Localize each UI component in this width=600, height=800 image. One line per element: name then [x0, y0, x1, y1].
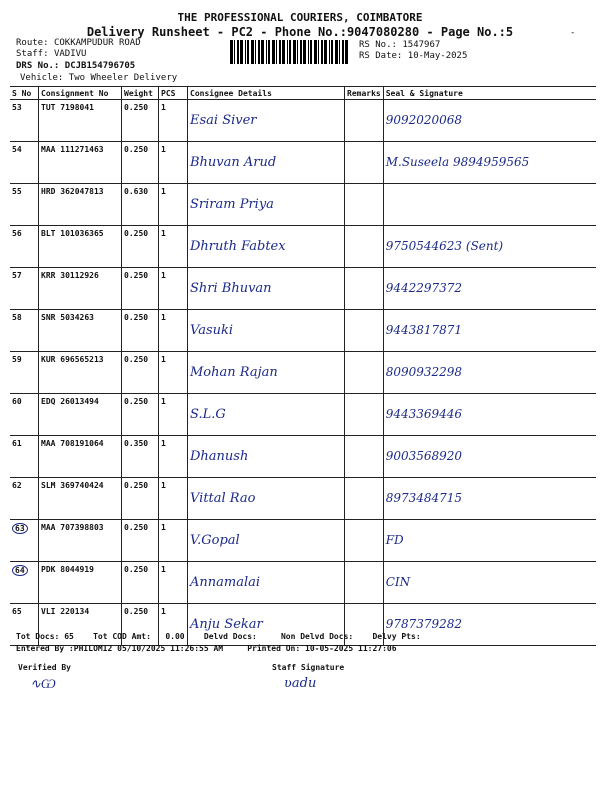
staff-value: VADIVU — [53, 49, 87, 59]
sno-cell: 60 — [10, 394, 39, 436]
runsheet-subtitle: Delivery Runsheet - PC2 - Phone No.:9047080280 - Page No.:5 — [86, 25, 514, 39]
consignee-cell: Shri Bhuvan — [188, 268, 345, 310]
col-weight: Weight — [122, 87, 159, 100]
pcs-cell: 1 — [159, 310, 188, 352]
consignee-cell: Anju Sekar — [188, 604, 345, 646]
table-row — [10, 184, 596, 226]
weight-cell: 0.250 — [122, 352, 159, 394]
consignee-cell: V.Gopal — [188, 520, 345, 562]
verified-by-label: Verified By — [18, 663, 71, 672]
tot-cod-value: 0.00 — [165, 632, 185, 641]
pcs-cell: 1 — [159, 100, 188, 142]
seal-cell: FD — [383, 520, 596, 562]
seal-cell: 9443817871 — [383, 310, 596, 352]
weight-cell: 0.250 — [122, 226, 159, 268]
runsheet-table — [10, 86, 596, 646]
table-row — [10, 100, 596, 142]
consignment-cell: SLM 369740424 — [39, 478, 122, 520]
consignee-cell: Sriram Priya — [188, 184, 345, 226]
consignment-cell: SNR 5034263 — [39, 310, 122, 352]
remarks-cell — [345, 142, 384, 184]
weight-cell: 0.250 — [122, 478, 159, 520]
entered-line — [16, 644, 397, 653]
table-row — [10, 520, 596, 562]
consignee-cell: Mohan Rajan — [188, 352, 345, 394]
pcs-cell: 1 — [159, 226, 188, 268]
entered-value: PHILOMI2 05/10/2025 11:26:55 AM — [73, 644, 224, 653]
sno-cell: 57 — [10, 268, 39, 310]
table-row — [10, 394, 596, 436]
consignment-cell: MAA 708191064 — [39, 436, 122, 478]
tot-docs-label: Tot Docs: — [16, 632, 60, 641]
seal-cell: 9003568920 — [383, 436, 596, 478]
remarks-cell — [345, 100, 384, 142]
consignment-cell: KUR 696565213 — [39, 352, 122, 394]
consignment-cell: KRR 30112926 — [39, 268, 122, 310]
company-title: THE PROFESSIONAL COURIERS, COIMBATORE — [177, 11, 423, 24]
consignment-cell: HRD 362047813 — [39, 184, 122, 226]
route-line — [16, 38, 141, 48]
staff-label: Staff: — [16, 49, 49, 59]
consignment-cell: BLT 101036365 — [39, 226, 122, 268]
sno-cell: 53 — [10, 100, 39, 142]
entered-label: Entered By : — [16, 644, 74, 653]
remarks-cell — [345, 310, 384, 352]
weight-cell: 0.250 — [122, 394, 159, 436]
staff-line — [16, 49, 86, 59]
weight-cell: 0.250 — [122, 520, 159, 562]
totals-line — [16, 632, 421, 641]
tot-docs-value: 65 — [64, 632, 74, 641]
table-header-row — [10, 87, 596, 100]
seal-cell: CIN — [383, 562, 596, 604]
staff-signature-label: Staff Signature — [272, 663, 345, 672]
consignment-cell: MAA 707398803 — [39, 520, 122, 562]
rs-no-label: RS No.: — [359, 40, 397, 50]
weight-cell: 0.250 — [122, 142, 159, 184]
consignee-cell: S.L.G — [188, 394, 345, 436]
seal-cell: 9750544623 (Sent) — [383, 226, 596, 268]
consignment-cell: PDK 8044919 — [39, 562, 122, 604]
vehicle-label: Vehicle: — [20, 73, 64, 83]
col-consignee: Consignee Details — [188, 87, 345, 100]
remarks-cell — [345, 226, 384, 268]
sno-cell: 61 — [10, 436, 39, 478]
pcs-cell: 1 — [159, 184, 188, 226]
col-consignment: Consignment No — [39, 87, 122, 100]
col-pcs: PCS — [159, 87, 188, 100]
route-label: Route: — [16, 38, 49, 48]
remarks-cell — [345, 436, 384, 478]
table-row — [10, 142, 596, 184]
weight-cell: 0.250 — [122, 268, 159, 310]
pcs-cell: 1 — [159, 268, 188, 310]
remarks-cell — [345, 478, 384, 520]
weight-cell: 0.250 — [122, 562, 159, 604]
vehicle-line — [20, 73, 177, 83]
table-row — [10, 436, 596, 478]
remarks-cell — [345, 520, 384, 562]
corner-mark: - — [570, 28, 576, 38]
sno-cell: 56 — [10, 226, 39, 268]
consignment-cell: EDQ 26013494 — [39, 394, 122, 436]
weight-cell: 0.630 — [122, 184, 159, 226]
col-remarks: Remarks — [345, 87, 384, 100]
remarks-cell — [345, 268, 384, 310]
delvd-docs-label: Delvd Docs: — [203, 632, 257, 641]
non-delvd-docs-label: Non Delvd Docs: — [280, 632, 354, 641]
consignment-cell: TUT 7198041 — [39, 100, 122, 142]
pcs-cell: 1 — [159, 352, 188, 394]
sno-cell: 54 — [10, 142, 39, 184]
seal-cell — [383, 184, 596, 226]
sno-cell: 62 — [10, 478, 39, 520]
consignment-cell: MAA 111271463 — [39, 142, 122, 184]
staff-signature: ʋadu — [284, 676, 317, 691]
rs-date-value: 10-May-2025 — [407, 51, 468, 61]
seal-cell: 9443369446 — [383, 394, 596, 436]
seal-cell: 9787379282 — [383, 604, 596, 646]
pcs-cell: 1 — [159, 604, 188, 646]
consignment-cell: VLI 220134 — [39, 604, 122, 646]
printed-value: 10-05-2025 11:27:06 — [305, 644, 397, 653]
verified-signature: ∿Ѡ — [30, 677, 56, 692]
remarks-cell — [345, 352, 384, 394]
pcs-cell: 1 — [159, 436, 188, 478]
sno-cell: 65 — [10, 604, 39, 646]
consignee-cell: Dhruth Fabtex — [188, 226, 345, 268]
drs-line — [16, 61, 135, 71]
delvy-pts-label: Delvy Pts: — [372, 632, 421, 641]
weight-cell: 0.350 — [122, 436, 159, 478]
vehicle-value: Two Wheeler Delivery — [68, 73, 178, 83]
sno-cell: 58 — [10, 310, 39, 352]
seal-cell: M.Suseela 9894959565 — [383, 142, 596, 184]
remarks-cell — [345, 562, 384, 604]
pcs-cell: 1 — [159, 394, 188, 436]
weight-cell: 0.250 — [122, 604, 159, 646]
sno-cell: 64 — [10, 562, 39, 604]
consignee-cell: Vittal Rao — [188, 478, 345, 520]
table-row — [10, 562, 596, 604]
rs-no-line — [359, 40, 440, 50]
sno-cell: 63 — [10, 520, 39, 562]
pcs-cell: 1 — [159, 520, 188, 562]
col-seal: Seal & Signature — [383, 87, 596, 100]
table-row — [10, 478, 596, 520]
drs-value: DCJB154796705 — [64, 61, 136, 71]
tot-cod-label: Tot COD Amt: — [93, 632, 151, 641]
sno-cell: 59 — [10, 352, 39, 394]
col-sno: S No — [10, 87, 39, 100]
consignee-cell: Vasuki — [188, 310, 345, 352]
barcode-image — [230, 40, 352, 64]
sno-cell: 55 — [10, 184, 39, 226]
weight-cell: 0.250 — [122, 310, 159, 352]
weight-cell: 0.250 — [122, 100, 159, 142]
table-row — [10, 268, 596, 310]
printed-label: Printed On: — [247, 644, 301, 653]
rs-date-line — [359, 51, 467, 61]
remarks-cell — [345, 394, 384, 436]
drs-label: DRS No.: — [16, 61, 60, 71]
consignee-cell: Dhanush — [188, 436, 345, 478]
rs-no-value: 1547967 — [402, 40, 441, 50]
consignee-cell: Esai Siver — [188, 100, 345, 142]
table-row — [10, 310, 596, 352]
remarks-cell — [345, 184, 384, 226]
seal-cell: 9442297372 — [383, 268, 596, 310]
table-row — [10, 352, 596, 394]
rs-date-label: RS Date: — [359, 51, 403, 61]
pcs-cell: 1 — [159, 478, 188, 520]
route-value: COKKAMPUDUR ROAD — [53, 38, 141, 48]
seal-cell: 9092020068 — [383, 100, 596, 142]
seal-cell: 8973484715 — [383, 478, 596, 520]
table-row — [10, 226, 596, 268]
consignee-cell: Annamalai — [188, 562, 345, 604]
pcs-cell: 1 — [159, 142, 188, 184]
consignee-cell: Bhuvan Arud — [188, 142, 345, 184]
seal-cell: 8090932298 — [383, 352, 596, 394]
pcs-cell: 1 — [159, 562, 188, 604]
